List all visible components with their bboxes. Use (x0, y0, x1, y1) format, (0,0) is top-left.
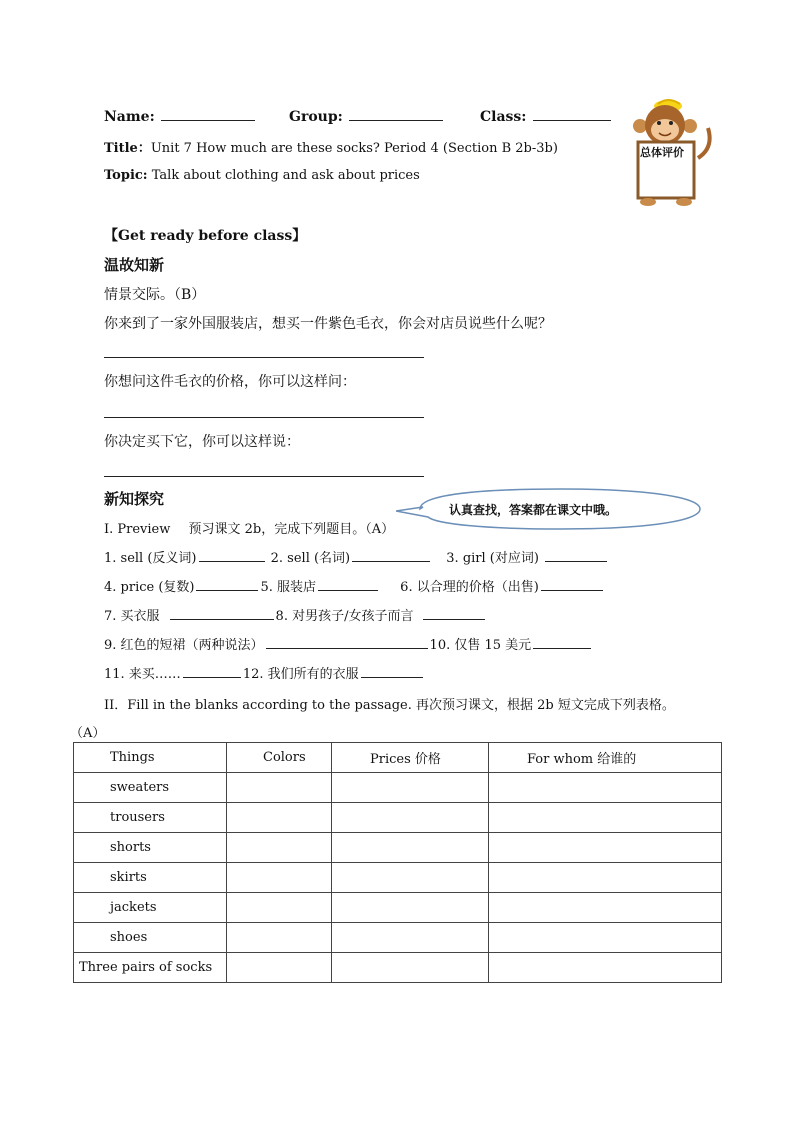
table-row (74, 863, 722, 893)
item-1: 1. sell (反义词) (104, 551, 197, 566)
item-3: 3. girl (对应词) (446, 551, 539, 566)
class-field (480, 108, 613, 125)
title-text: Unit 7 How much are these socks? Period 4 (Section B 2b-3b) (150, 141, 558, 156)
exercise-row-4 (104, 634, 593, 653)
table-row (74, 803, 722, 833)
new-knowledge-heading: 新知探究 (104, 490, 165, 508)
name-field (104, 108, 257, 125)
price-cell[interactable] (332, 953, 489, 983)
color-cell[interactable] (227, 923, 332, 953)
item-5-blank[interactable] (318, 578, 378, 591)
topic-line (104, 168, 420, 183)
whom-cell[interactable] (489, 863, 722, 893)
color-cell[interactable] (227, 773, 332, 803)
review-q2: 你想问这件毛衣的价格，你可以这样问： (104, 374, 356, 390)
item-1-blank[interactable] (199, 549, 265, 562)
review-q3: 你决定买下它，你可以这样说： (104, 434, 300, 450)
clothing-table-body (74, 743, 722, 983)
whom-cell[interactable] (489, 923, 722, 953)
answer-line-3[interactable] (104, 476, 424, 477)
item-2: 2. sell (名词) (270, 551, 351, 566)
thing-cell: shorts (74, 833, 227, 863)
whom-cell[interactable] (489, 773, 722, 803)
thing-cell: shoes (74, 923, 227, 953)
review-q1: 你来到了一家外国服装店，想买一件紫色毛衣，你会对店员说些什么呢？ (104, 316, 552, 332)
thing-cell: Three pairs of socks (74, 953, 227, 983)
thing-cell: jackets (74, 893, 227, 923)
item-5: 5. 服装店 (260, 580, 317, 595)
item-11: 11. 来买…… (104, 667, 181, 682)
item-7-blank[interactable] (170, 607, 274, 620)
topic-text: Talk about clothing and ask about prices (151, 168, 420, 183)
item-12: 12. 我们所有的衣服 (242, 667, 359, 682)
bubble-text: 认真查找，答案都在课文中哦。 (449, 503, 618, 517)
exercise-row-2 (104, 576, 605, 595)
name-label: Name: (104, 109, 155, 125)
color-cell[interactable] (227, 893, 332, 923)
item-6-blank[interactable] (541, 578, 603, 591)
group-field (289, 108, 445, 125)
price-cell[interactable] (332, 893, 489, 923)
clothing-table (73, 742, 722, 983)
review-intro: 情景交际。（B） (104, 287, 206, 303)
table-header-row (74, 743, 722, 773)
price-cell[interactable] (332, 923, 489, 953)
color-cell[interactable] (227, 953, 332, 983)
review-heading: 温故知新 (104, 256, 165, 274)
thing-cell: skirts (74, 863, 227, 893)
item-10-blank[interactable] (533, 636, 591, 649)
topic-label: Topic: (104, 168, 148, 183)
table-row (74, 923, 722, 953)
price-cell[interactable] (332, 803, 489, 833)
whom-cell[interactable] (489, 893, 722, 923)
whom-cell[interactable] (489, 803, 722, 833)
group-label: Group: (289, 109, 343, 125)
header-things: Things (74, 743, 227, 773)
part1-text: 预习课文 2b，完成下列题目。（A） (188, 522, 395, 537)
color-cell[interactable] (227, 863, 332, 893)
item-2-blank[interactable] (352, 549, 430, 562)
exercise-row-3 (104, 605, 487, 624)
item-9: 9. 红色的短裙（两种说法） (104, 638, 264, 653)
item-4: 4. price (复数) (104, 580, 195, 595)
header-for-whom: For whom 给谁的 (489, 743, 722, 773)
class-blank[interactable] (533, 108, 611, 121)
thing-cell: sweaters (74, 773, 227, 803)
header-colors: Colors (227, 743, 332, 773)
header-prices: Prices 价格 (332, 743, 489, 773)
part1-label: I. Preview (104, 522, 171, 537)
thing-cell: trousers (74, 803, 227, 833)
answer-line-2[interactable] (104, 417, 424, 418)
name-blank[interactable] (161, 108, 255, 121)
table-row (74, 953, 722, 983)
item-3-blank[interactable] (545, 549, 607, 562)
price-cell[interactable] (332, 833, 489, 863)
part2-text: II．Fill in the blanks according to the passage. 再次预习课文，根据 2b 短文完成下列表格。 (104, 698, 675, 713)
price-cell[interactable] (332, 773, 489, 803)
exercise-row-1 (104, 547, 609, 566)
item-6: 6. 以合理的价格（出售) (400, 580, 539, 595)
price-cell[interactable] (332, 863, 489, 893)
group-blank[interactable] (349, 108, 443, 121)
item-9-blank[interactable] (266, 636, 428, 649)
title-label: Title： (104, 141, 151, 156)
part2-level: （A） (70, 726, 106, 741)
color-cell[interactable] (227, 803, 332, 833)
table-row (74, 833, 722, 863)
answer-line-1[interactable] (104, 357, 424, 358)
exercise-row-5 (104, 663, 425, 682)
item-12-blank[interactable] (361, 665, 423, 678)
table-row (74, 893, 722, 923)
title-line (104, 137, 558, 156)
badge-text: 总体评价 (640, 146, 684, 159)
part1-line (104, 518, 394, 537)
class-label: Class: (480, 109, 527, 125)
item-11-blank[interactable] (183, 665, 241, 678)
section-heading: 【Get ready before class】 (104, 228, 307, 244)
item-8-blank[interactable] (423, 607, 485, 620)
item-8: 8. 对男孩子/女孩子而言 (275, 609, 414, 624)
item-7: 7. 买衣服 (104, 609, 160, 624)
whom-cell[interactable] (489, 953, 722, 983)
item-10: 10. 仅售 15 美元 (429, 638, 532, 653)
color-cell[interactable] (227, 833, 332, 863)
item-4-blank[interactable] (196, 578, 258, 591)
whom-cell[interactable] (489, 833, 722, 863)
table-row (74, 773, 722, 803)
